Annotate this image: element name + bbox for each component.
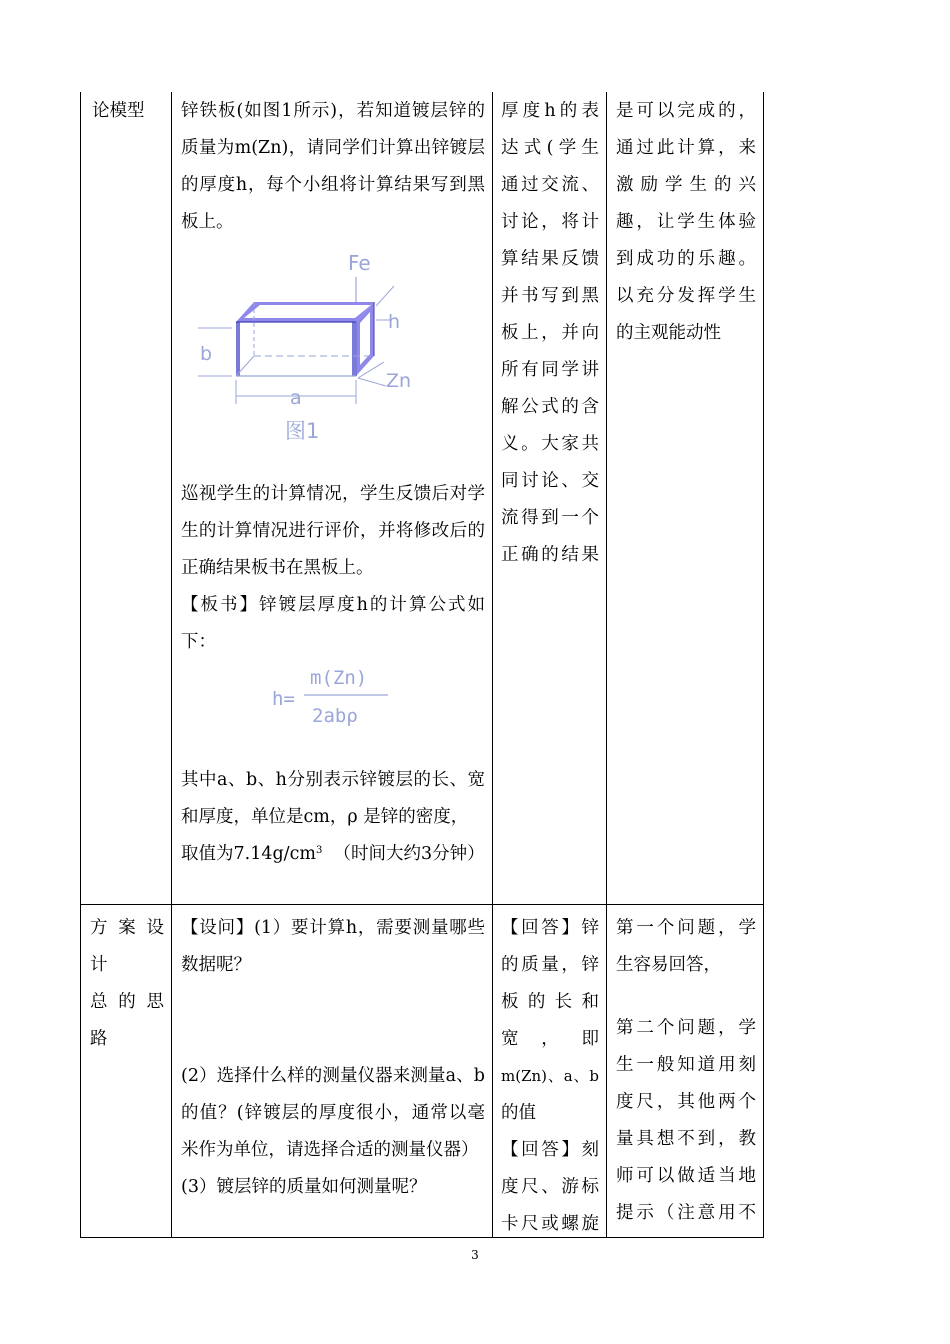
row1-teacher-activity-units <box>181 762 485 873</box>
figure-caption: 图1 <box>285 419 320 443</box>
student-line: 板上，并向 <box>501 323 599 343</box>
lesson-table <box>80 92 764 1238</box>
row1-stage-cell <box>92 93 168 130</box>
stage-line: 方案设 <box>90 918 164 938</box>
teacher-text-density <box>181 836 485 873</box>
intent-line: 到成功的乐趣。 <box>616 249 756 269</box>
question-1: 【设问】(1）要计算h，需要测量哪些数据呢？ <box>181 918 485 975</box>
student-line: 解公式的含 <box>501 397 599 417</box>
answer-line: m(Zn)、a、b <box>501 1067 599 1085</box>
answer-line: 板的长和 <box>501 992 599 1012</box>
intent-line: 以充分发挥学生 <box>616 286 756 306</box>
table-border-left <box>80 92 81 1238</box>
intent-line: 激励学生的兴 <box>616 175 756 195</box>
student-line: 算结果反馈 <box>501 249 599 269</box>
figure-label-h: h <box>388 311 401 333</box>
intent-line: 量具想不到，教 <box>616 1129 756 1149</box>
figure-label-fe: Fe <box>348 251 371 275</box>
column-divider-3 <box>606 92 607 1238</box>
row1-teacher-activity-cell <box>181 93 485 241</box>
question-2: (2）选择什么样的测量仪器来测量a、b的值？(锌镀层的厚度很小，通常以毫米作为单位，请选择合适的测量仪器） <box>181 1066 485 1160</box>
row1-design-intent-cell <box>616 93 756 352</box>
row2-stage-cell <box>90 910 164 1058</box>
table-border-bottom <box>80 1237 764 1238</box>
student-line: 通过交流、 <box>501 175 599 195</box>
row1-student-activity-cell <box>501 93 599 574</box>
page-number: 3 <box>471 1248 479 1262</box>
intent-line: 第二个问题，学 <box>616 1018 756 1038</box>
intent-line: 通过此计算，来 <box>616 138 756 158</box>
student-line: 达式(学生 <box>501 138 599 158</box>
row-divider <box>80 904 764 905</box>
answer-line: 度尺、游标 <box>501 1177 599 1197</box>
figure-label-b: b <box>200 343 213 365</box>
figure-label-a: a <box>290 387 302 409</box>
teacher-text-board: 【板书】锌镀层厚度h的计算公式如下： <box>181 595 485 652</box>
intent-line: 师可以做适当地 <box>616 1166 756 1186</box>
student-line: 并书写到黑 <box>501 286 599 306</box>
intent-line: 的主观能动性 <box>616 323 721 343</box>
answer-line: 的质量，锌 <box>501 955 599 975</box>
intent-line: 第一个问题，学 <box>616 918 756 938</box>
formula-lhs: h= <box>272 688 295 710</box>
intent-line: 趣，让学生体验 <box>616 212 756 232</box>
answer-line: 【回答】锌 <box>501 918 599 938</box>
student-line: 同讨论、交 <box>501 471 599 491</box>
stage-line: 计 <box>90 955 108 975</box>
density-value: 取值为7.14g/cm <box>181 844 316 864</box>
teacher-text-intro: 锌铁板(如图1所示)，若知道镀层锌的质量为m(Zn)，请同学们计算出锌镀层的厚度h，每个小组将计算结果写到黑板上。 <box>181 101 485 232</box>
intent-line: 度尺，其他两个 <box>616 1092 756 1112</box>
row2-teacher-activity-cell <box>181 910 485 1206</box>
student-line: 正确的结果 <box>501 545 599 565</box>
teacher-text-feedback: 巡视学生的计算情况，学生反馈后对学生的计算情况进行评价，并将修改后的正确结果板书在黑板上。 <box>181 484 485 578</box>
zinc-iron-plate-figure <box>180 244 420 460</box>
student-line: 流得到一个 <box>501 508 599 528</box>
stage-line: 路 <box>90 1029 108 1049</box>
student-line: 所有同学讲 <box>501 360 599 380</box>
student-line: 讨论，将计 <box>501 212 599 232</box>
density-unit-exponent: 3 <box>315 845 323 856</box>
intent-line: 提示（注意用不 <box>616 1203 756 1223</box>
student-line: 义。大家共 <box>501 434 599 454</box>
time-note: （时间大约3分钟） <box>333 844 485 864</box>
intent-line: 是可以完成的， <box>616 101 756 121</box>
column-divider-2 <box>492 92 493 1238</box>
intent-line: 生一般知道用刻 <box>616 1055 756 1075</box>
answer-line: 的值 <box>501 1103 536 1123</box>
intent-line: 生容易回答， <box>616 955 721 975</box>
answer-line: 宽，即 <box>501 1029 599 1049</box>
answer-line: 【回答】刻 <box>501 1140 599 1160</box>
teacher-text-units: 其中a、b、h分别表示锌镀层的长、宽和厚度，单位是cm，ρ 是锌的密度， <box>181 770 485 827</box>
formula-denominator: 2abρ <box>312 705 358 727</box>
stage-label: 论模型 <box>92 101 145 121</box>
question-3: (3）镀层锌的质量如何测量呢？ <box>181 1177 427 1197</box>
column-divider-1 <box>171 92 172 1238</box>
student-line: 厚度h的表 <box>501 101 599 121</box>
formula-numerator: m(Zn) <box>310 667 368 689</box>
table-border-right <box>763 92 764 1238</box>
figure-label-zn: Zn <box>386 370 412 392</box>
row1-teacher-activity-cont <box>181 476 485 661</box>
row2-design-intent-cell <box>616 910 756 1232</box>
stage-line: 总的思 <box>90 992 164 1012</box>
row2-student-activity-cell <box>501 910 599 1243</box>
answer-line: 卡尺或螺旋 <box>501 1214 599 1234</box>
thickness-formula <box>268 664 408 730</box>
